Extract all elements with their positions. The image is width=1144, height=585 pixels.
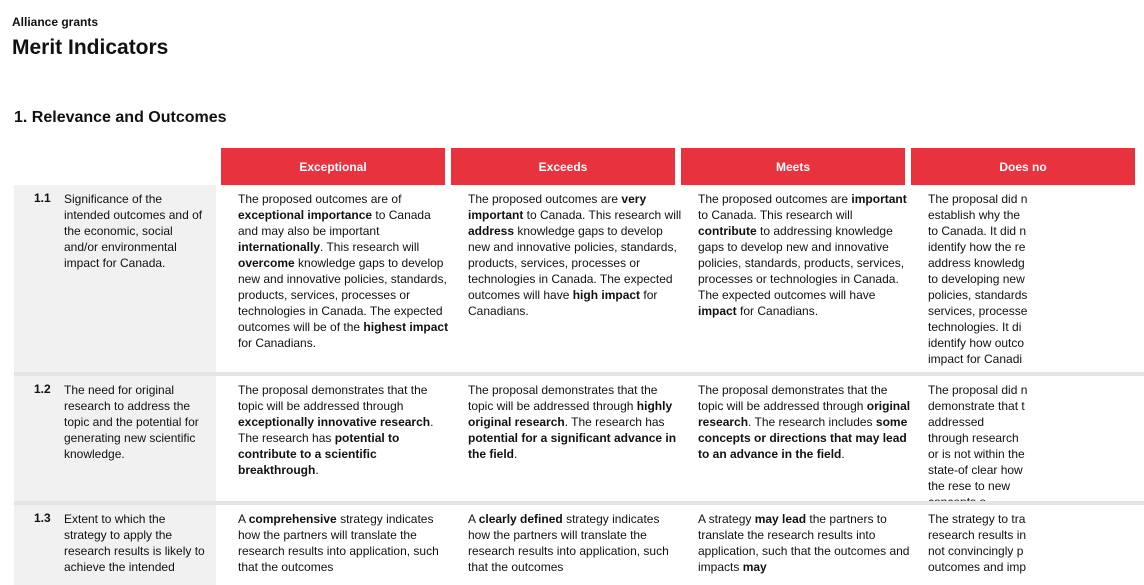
body-text: strategy indicates how the partners will translate the research results into application, such that the outcomes <box>468 512 669 574</box>
body-text: The proposed outcomes are of <box>238 192 402 206</box>
table-header-row <box>14 148 1144 185</box>
emphasis-text: internationally <box>238 240 321 254</box>
body-text: . <box>841 447 845 461</box>
criterion-number: 1.3 <box>34 511 51 525</box>
body-text: . <box>514 447 518 461</box>
body-text: The proposal did n demonstrate that t addressed through research or is not within the state-of clear how the rese to new <box>928 383 1028 493</box>
criterion-number: 1.1 <box>34 191 51 205</box>
rating-cell-exceptional <box>238 382 453 478</box>
rating-cell-meets <box>698 511 913 575</box>
emphasis-text: highest impact <box>363 320 449 334</box>
body-text: . The research has <box>238 415 434 445</box>
emphasis-text: important <box>851 192 907 206</box>
criterion-text: Extent to which the strategy to apply the research results is likely to achieve the intended <box>64 512 205 574</box>
criterion-cell <box>14 376 216 501</box>
emphasis-text: comprehensive <box>248 512 337 526</box>
rating-cell-exceeds <box>468 382 683 462</box>
rating-cell-exceptional <box>238 191 453 351</box>
criterion-number: 1.2 <box>34 382 51 396</box>
table-row <box>14 376 1144 501</box>
rating-cell-does-not <box>928 191 1028 367</box>
rating-cell-exceeds <box>468 511 683 575</box>
emphasis-text: clearly defined <box>478 512 563 526</box>
body-text: to Canada and may also be important <box>238 208 431 238</box>
emphasis-text: potential for a significant advance in the field <box>468 431 677 461</box>
body-text: . The research includes <box>748 415 876 429</box>
rating-cell-exceptional <box>238 511 453 575</box>
emphasis-text: exceptionally innovative research <box>238 415 431 429</box>
body-text: The proposal demonstrates that the topic will be addressed through <box>698 383 888 413</box>
emphasis-text: some concepts or directions that may lead to an advance in the field <box>698 415 908 461</box>
body-text: The proposal demonstrates that the topic will be addressed through <box>238 383 428 413</box>
column-header-exceeds: Exceeds <box>451 148 675 185</box>
body-text: knowledge gaps to develop new and innovative policies, standards, products, services, processes or technologies in Canada. The expected outcomes will be of the <box>238 256 447 334</box>
body-text: A strategy <box>698 512 755 526</box>
body-text: to addressing knowledge gaps to develop new and innovative policies, standards, products, services, processes or technologies in Canada. The expected outcomes will have <box>698 224 905 302</box>
body-text: to Canada. This research will <box>698 208 853 222</box>
body-text: strategy indicates how the partners will translate the research results into application, such that the outcomes <box>238 512 439 574</box>
emphasis-text: address <box>468 224 515 238</box>
emphasis-text: highly original research <box>468 399 673 429</box>
body-text: the partners to translate the research results into application, such that the outcomes and impacts <box>698 512 910 574</box>
column-header-meets: Meets <box>681 148 905 185</box>
body-text: . <box>315 463 319 477</box>
emphasis-text: impact <box>698 304 737 318</box>
body-text: knowledge gaps to develop new and innovative policies, standards, products, services, processes or technologies in Canada. The expected outcomes will have <box>468 224 677 302</box>
rating-cell-does-not <box>928 382 1028 510</box>
body-text: The proposal did n establish why the to Canada. It did n identify how the re address knowledg to developing new policies, standards services, processe technologies. It di identify how outco impact for Canadi <box>928 192 1028 366</box>
body-text: The proposal demonstrates that the topic will be addressed through <box>468 383 658 413</box>
body-text: A <box>238 512 249 526</box>
column-header-exceptional: Exceptional <box>221 148 445 185</box>
emphasis-text: high impact <box>572 288 641 302</box>
emphasis-text: may <box>742 560 767 574</box>
table-row <box>14 505 1144 585</box>
table-row <box>14 185 1144 372</box>
body-text: A <box>468 512 479 526</box>
body-text: . The research has <box>564 415 665 429</box>
emphasis-text: original research <box>698 399 911 429</box>
body-text: for Canadians. <box>238 336 317 350</box>
document-kicker: Alliance grants <box>12 15 99 29</box>
page-title: Merit Indicators <box>12 36 169 59</box>
rating-cell-exceeds <box>468 191 683 319</box>
criterion-text: Significance of the intended outcomes and of the economic, social and/or environmental impact for Canada. <box>64 192 203 270</box>
rating-cell-meets <box>698 382 913 462</box>
body-text: for Canadians. <box>736 304 819 318</box>
criterion-cell <box>14 505 216 585</box>
criterion-text: The need for original research to address the topic and the potential for generating new scientific knowledge. <box>64 383 199 461</box>
merit-indicators-table <box>14 148 1144 574</box>
body-text: to Canada. This research will <box>523 208 682 222</box>
emphasis-text: overcome <box>238 256 295 270</box>
body-text: The proposed outcomes are <box>468 192 622 206</box>
rating-cell-meets <box>698 191 913 319</box>
body-text: The strategy to tra research results in not convincingly p outcomes and imp <box>928 512 1027 574</box>
body-text: . This research will <box>320 240 420 254</box>
emphasis-text: may lead <box>754 512 807 526</box>
emphasis-text: contribute <box>698 224 757 238</box>
section-title: 1. Relevance and Outcomes <box>14 109 227 126</box>
emphasis-text: very important <box>468 192 647 222</box>
column-header-does-not: Does no <box>911 148 1135 185</box>
criterion-cell <box>14 185 216 372</box>
body-text: for Canadians. <box>468 288 658 318</box>
emphasis-text: exceptional importance <box>238 208 373 222</box>
rating-cell-does-not <box>928 511 1028 575</box>
body-text: The proposed outcomes are <box>698 192 852 206</box>
emphasis-text: potential to contribute to a scientific breakthrough <box>238 431 400 477</box>
